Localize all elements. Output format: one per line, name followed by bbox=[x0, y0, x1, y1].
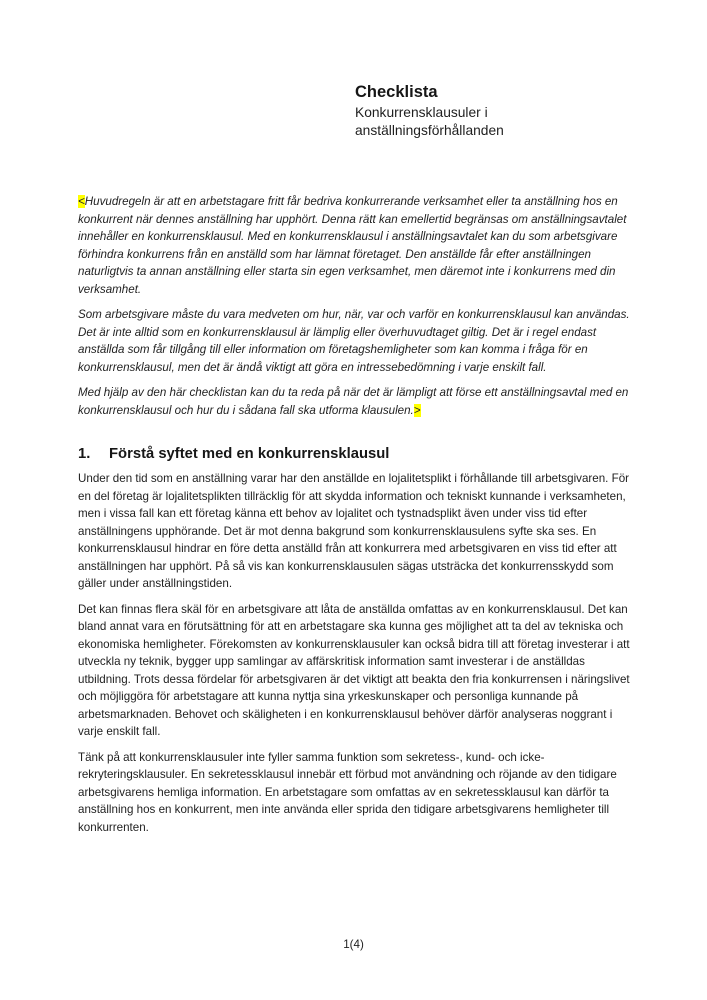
intro-paragraph-3 bbox=[78, 384, 635, 419]
section-1-paragraph-3: Tänk på att konkurrensklausuler inte fyller samma funktion som sekretess-, kund- och icke-rekryteringsklausuler. En sekretessklausul innebär ett förbud mot användning och röjande av den tidigare arbetsgivarens hemliga information. En arbetstagare som omfattas av en sekretessklausul kan därför ta anställning hos en konkurrent, men inte använda eller sprida den tidigare arbetsgivarens hemligheter till konkurrenten. bbox=[78, 750, 617, 834]
section-1-paragraph-1: Under den tid som en anställning varar har den anställde en lojalitetsplikt i förhållande till arbetsgivaren. För en del företag är lojalitetsplikten tillräcklig för att skydda information och tekniskt kunnande i verksamheten, men i vissa fall kan ett företag känna ett behov av lojalitet och tystnadsplikt även under viss tid efter anställningens upphörande. Det är mot denna bakgrund som konkurrensklausulens syfte ska ses. En konkurrensklausul hindrar en före detta anställd från att konkurrera med arbetsgivaren en viss tid efter att anställningen har upphört. På så vis kan konkurrensklausulen sägas utsträcka det konkurrensskydd som gäller under anställningstiden. bbox=[78, 472, 630, 590]
document-header bbox=[355, 82, 585, 140]
section-1-heading bbox=[78, 445, 635, 464]
section-1-number: 1. bbox=[78, 446, 91, 462]
highlight-open-mark: < bbox=[78, 195, 85, 208]
section-1 bbox=[78, 445, 635, 836]
highlight-close-mark: > bbox=[413, 403, 421, 417]
document-title: Checklista bbox=[355, 83, 438, 101]
document-body bbox=[78, 193, 635, 844]
intro-paragraph-2: Som arbetsgivare måste du vara medveten om hur, när, var och varför en konkurrensklausul kan användas. Det är inte alltid som en konkurrensklausul är lämplig eller överhuvudtaget giltig. Det är i regel endast anställda som får tillgång till eller information om företagshemligheter som kan komma i fråga för en konkurrensklausul, men det är ändå viktigt att göra en intressebedömning i varje enskilt fall. bbox=[78, 308, 630, 374]
page-footer bbox=[0, 938, 707, 951]
section-1-paragraph-2: Det kan finnas flera skäl för en arbetsgivare att låta de anställda omfattas av en konkurrensklausul. Det kan bland annat vara en förutsättning för att en arbetstagare ska kunna ges möjlighet att ta del av tekniska och ekonomiska hemligheter. Förekomsten av konkurrensklausuler kan också bidra till att företag investerar i att utveckla ny teknik, bygger upp samlingar av affärskritisk information samt investerar i de anställdas utbildning. Trots dessa fördelar för arbetsgivaren är det viktigt att beakta den fria konkurrensen i näringslivet och möjliggöra för arbetstagare att kunna nyttja sina yrkeskunskaper och personliga kunnande på arbetsmarknaden. Behovet och skäligheten i en konkurrensklausul behöver därför analyseras noggrant i varje enskilt fall. bbox=[78, 602, 630, 738]
intro-paragraph-3-text: Med hjälp av den här checklistan kan du ta reda på när det är lämpligt att förse ett anställningsavtal med en konkurrensklausul och hur du i sådana fall ska utforma klausulen. bbox=[78, 386, 629, 417]
page-number: 1(4) bbox=[343, 938, 364, 951]
section-1-title: Förstå syftet med en konkurrensklausul bbox=[109, 446, 390, 462]
intro-paragraph-1 bbox=[78, 193, 635, 298]
document-subtitle: Konkurrensklausuler i anställningsförhållanden bbox=[355, 105, 504, 138]
intro-paragraph-1-text: Huvudregeln är att en arbetstagare fritt får bedriva konkurrerande verksamhet eller ta anställning hos en konkurrent när dennes anställning har upphört. Denna rätt kan emellertid begränsas om anställningsavtalet innehåller en konkurrensklausul. Med en konkurrensklausul i anställningsavtalet kan du som arbetsgivare förhindra konkurrens från en anställd som har lämnat företaget. Den anställde får efter anställningen naturligtvis ta annan anställning eller starta sin egen verksamhet, men däremot inte i konkurrens med din verksamhet. bbox=[78, 195, 627, 296]
intro-section bbox=[78, 193, 635, 419]
